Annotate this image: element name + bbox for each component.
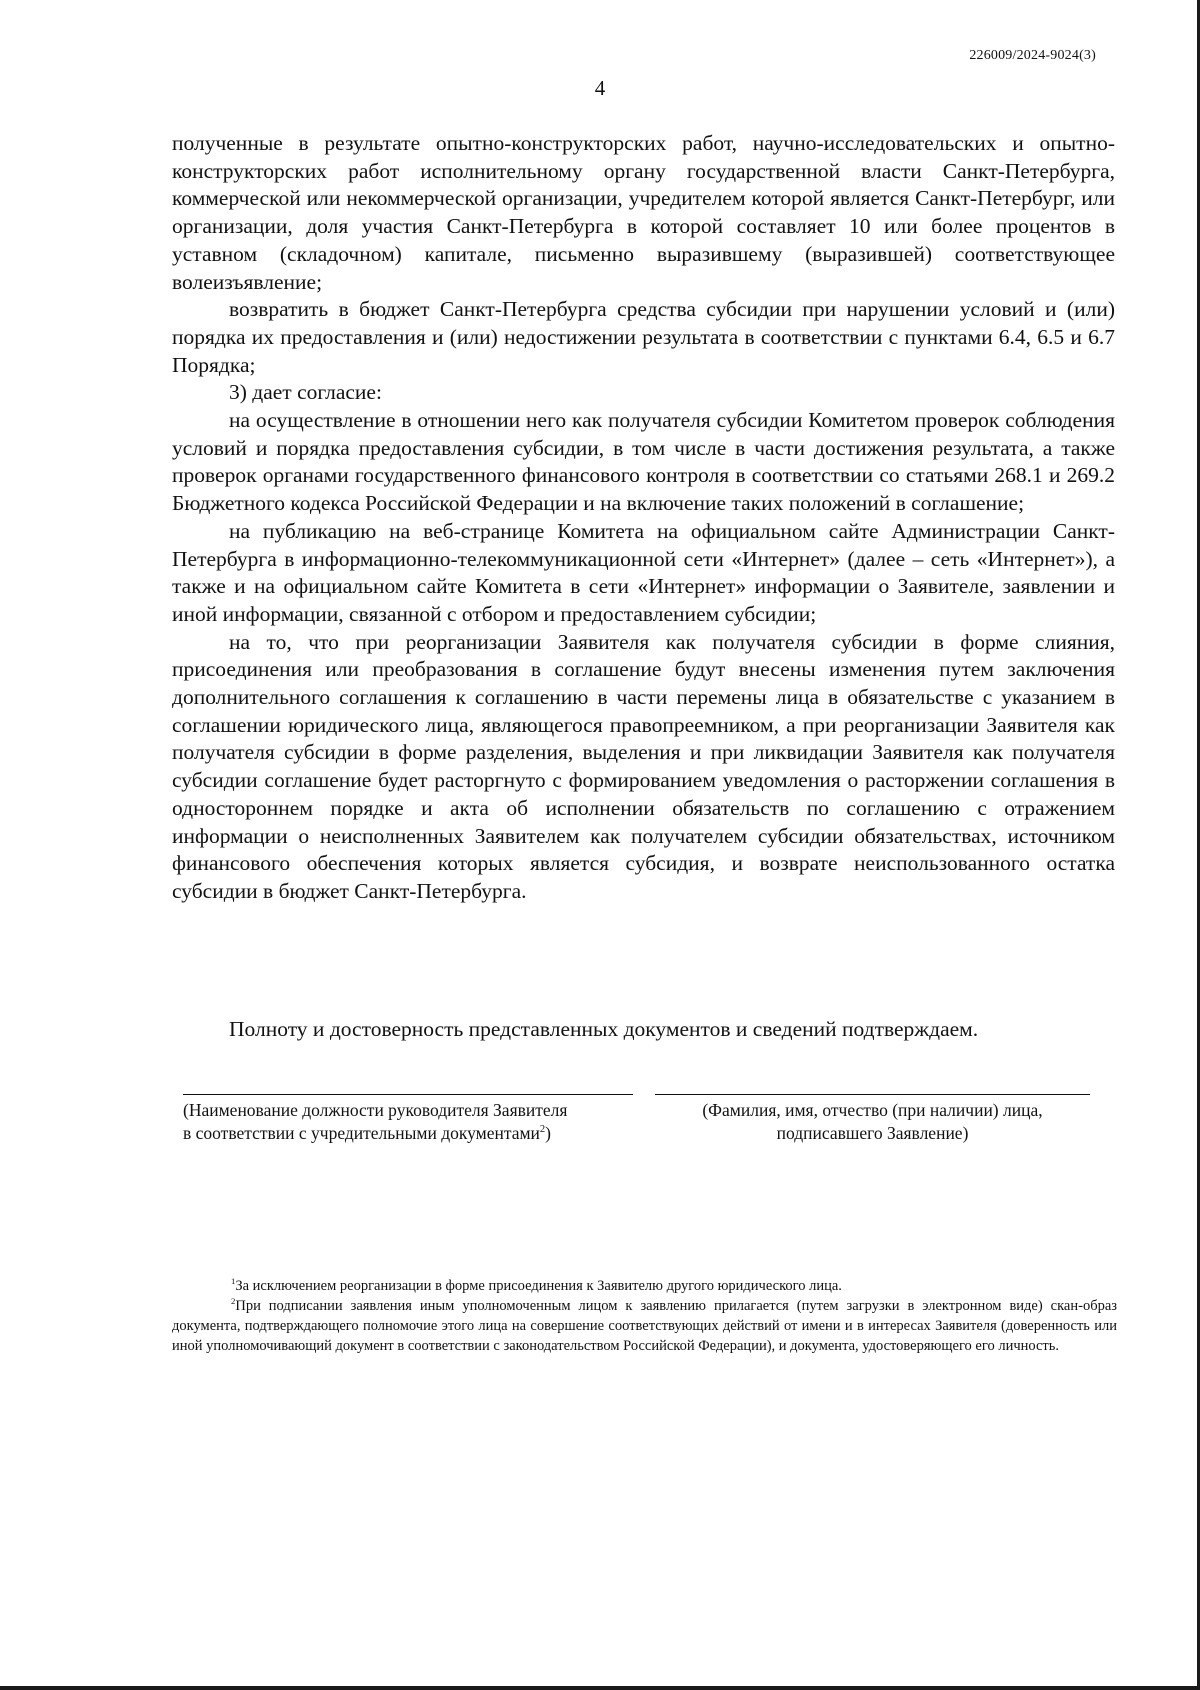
scan-edge-bottom — [0, 1686, 1200, 1690]
document-id: 226009/2024-9024(3) — [969, 48, 1096, 63]
paragraph-consent-inspections: на осуществление в отношении него как получателя субсидии Комитетом проверок соблюдения условий и порядка предоставления субсидии, в том числе в части достижения результата, а также проверок органами государственного финансового контроля в соответствии со статьями 268.1 и 269.2 Бюджетного кодекса Российской Федерации и на включение таких положений в соглашение; — [172, 408, 1115, 516]
footnote-ref-2: 2 — [539, 1124, 546, 1136]
confirmation-statement: Полноту и достоверность представленных документов и сведений подтверждаем. — [229, 1017, 979, 1041]
signature-position-caption-line1: (Наименование должности руководителя Заявителя — [183, 1100, 568, 1120]
signature-position-block — [183, 1094, 633, 1145]
footnote-2: $^2$При подписании заявления иным уполномоченным лицом к заявлению прилагается (путем загрузки в электронном виде) скан-образ документа, подтверждающего полномочие этого лица на совершение соответствующих действий от имени и в интересах Заявителя (доверенность или иной уполномочивающий документ в соответствии с законодательством Российской Федерации), и документа, удостоверяющего его личность. — [172, 1296, 1117, 1354]
paragraph-return-funds: возвратить в бюджет Санкт-Петербурга средства субсидии при нарушении условий и (или) порядка их предоставления и (или) недостижении результата в соответствии с пунктами 6.4, 6.5 и 6.7 Порядка; — [172, 297, 1115, 377]
signature-name-caption-line2: подписавшего Заявление) — [776, 1123, 969, 1143]
page-number: 4 — [594, 76, 606, 100]
signature-position-caption-line2: в соответствии с учредительными документами$^2$) — [183, 1123, 551, 1143]
paragraph-consent-reorganization: на то, что при реорганизации Заявителя как получателя субсидии в форме слияния, присоединения или преобразования в соглашение будут внесены изменения путем заключения дополнительного соглашения к соглашению в части перемены лица в обязательстве с указанием в соглашении юридического лица, являющегося правопреемником, а при реорганизации Заявителя как получателя субсидии в форме разделения, выделения и при ликвидации Заявителя как получателя субсидии соглашение будет расторгнуто с формированием уведомления о расторжении соглашения в одностороннем порядке и акта об исполнении обязательств по соглашению с отражением информации о неисполненных Заявителем как получателем субсидии обязательствах, источником финансового обеспечения которых является субсидия, и возврате неиспользованного остатка субсидии в бюджет Санкт-Петербурга. — [172, 629, 1115, 903]
paragraph-consent-heading: 3) дает согласие: — [229, 380, 382, 405]
footnotes — [172, 1276, 1117, 1356]
signature-name-caption-line1: (Фамилия, имя, отчество (при наличии) лица, — [702, 1100, 1043, 1120]
document-body — [172, 130, 1115, 906]
paragraph-consent-publication: на публикацию на веб-странице Комитета на официальном сайте Администрации Санкт-Петербурга в информационно-телекоммуникационной сети «Интернет» (далее – сеть «Интернет»), а также и на официальном сайте Комитета в сети «Интернет» информации о Заявителе, заявлении и иной информации, связанной с отбором и предоставлением субсидии; — [172, 518, 1115, 626]
footnote-mark: 1 — [231, 1276, 236, 1287]
signature-name-block — [655, 1094, 1090, 1145]
footnote-1: $^1$За исключением реорганизации в форме присоединения к Заявителю другого юридического лица. — [231, 1276, 842, 1294]
paragraph-continuation: полученные в результате опытно-конструкторских работ, научно-исследовательских и опытно-конструкторских работ исполнительному органу государственной власти Санкт-Петербурга, коммерческой или некоммерческой организации, учредителем которой является Санкт-Петербург, или организации, доля участия Санкт-Петербурга в которой составляет 10 или более процентов в уставном (складочном) капитале, письменно выразившему (выразившей) соответствующее волеизъявление; — [172, 131, 1115, 294]
footnote-mark: 2 — [231, 1296, 236, 1307]
